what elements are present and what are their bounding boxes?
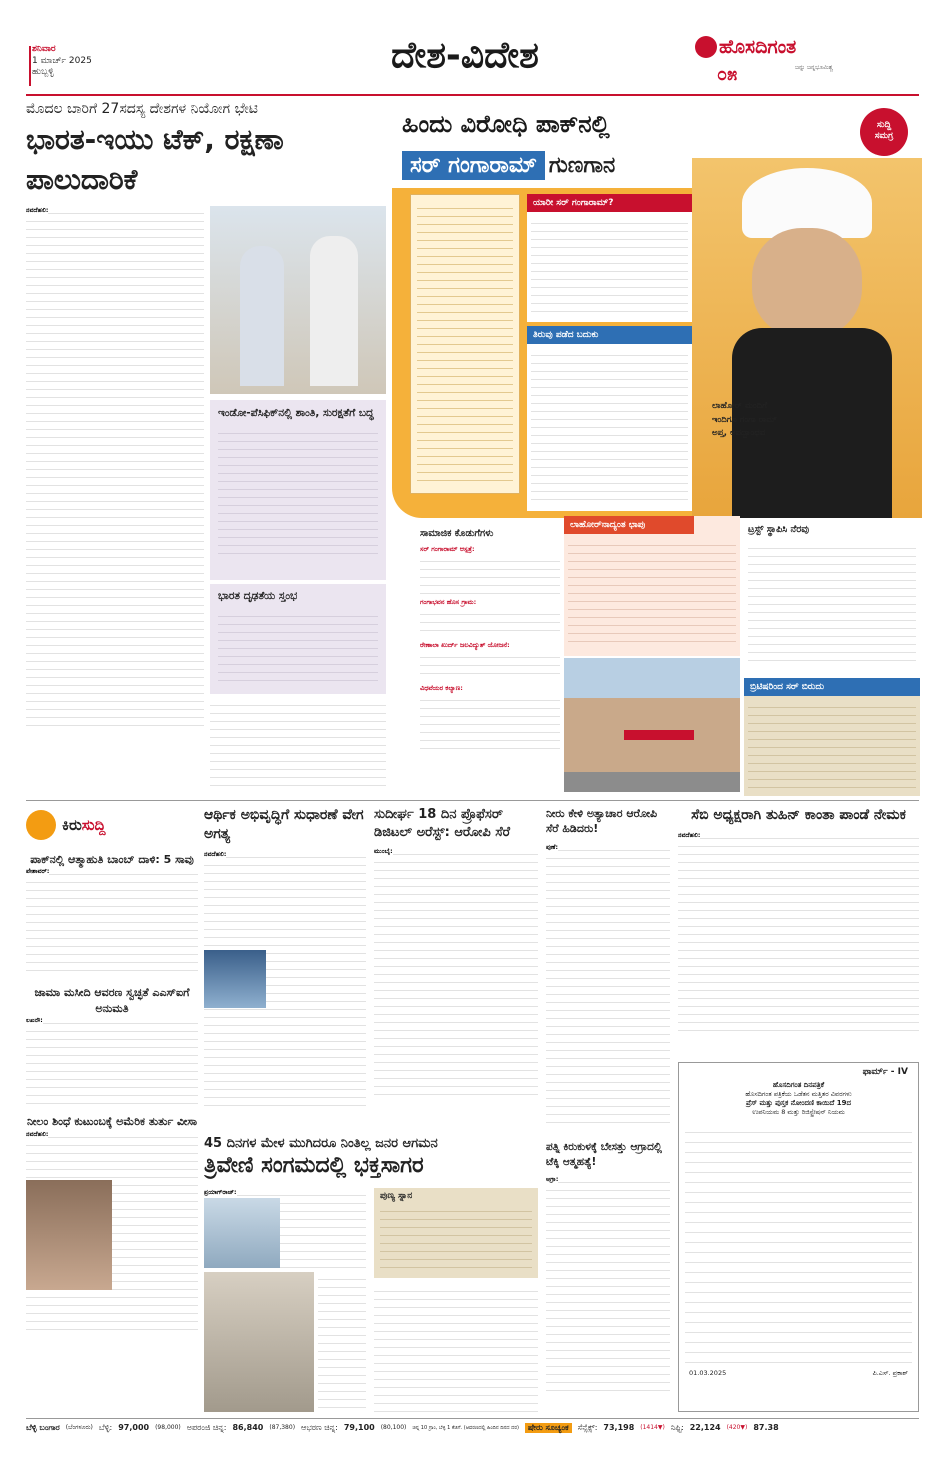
feature [392, 98, 922, 798]
arrest-title: ಸುದೀರ್ಘ 18 ದಿನ ಪ್ರೊಫೆಸರ್ ಡಿಜಿಟಲ್ ಅರೆಸ್ಟ್: ಆರೋಪಿ ಸೆರೆ [374, 807, 511, 840]
rupee-rate: 87.38 [753, 1423, 779, 1432]
box-lahore-title: ಲಾಹೋರ್‌ನಾದ್ಯಂತ ಛಾಪು [564, 516, 694, 534]
suddi-samagra-badge: ಸುದ್ದಿ ಸಮಗ್ರ [860, 108, 908, 156]
kumbh-title-1: 45 ದಿನಗಳ ಮೇಳ ಮುಗಿದರೂ ನಿಂತಿಲ್ಲ ಜನರ ಆಗಮನ [204, 1136, 438, 1151]
box-title-sir [744, 678, 920, 796]
feature-title-1: ಹಿಂದು ವಿರೋಧಿ ಪಾಕ್‌ನಲ್ಲಿ [402, 110, 610, 138]
rape-title: ನೀರು ಕೇಳಿ ಅತ್ಯಾಚಾರ ಆರೋಪಿ ಸೆರೆ ಹಿಡಿದರು! [546, 807, 658, 836]
kiru-label: ಕಿರು [62, 816, 82, 834]
lead-headline: ಭಾರತ-ಇಯು ಟೆಕ್, ರಕ್ಷಣಾ ಪಾಲುದಾರಿಕೆ [26, 123, 284, 196]
kumbh-photo-1 [204, 1198, 280, 1268]
kiru-item: ಜಾಮಾ ಮಸೀದಿ ಆವರಣ ಸ್ವಚ್ಛತೆ ಎಎಸ್‌ಐಗೆ ಅನುಮತಿ ಲಖನೌ: [26, 985, 198, 1106]
masthead-rule [26, 94, 919, 96]
logo-tagline: ಜನ್ನು ಜನ್ನಭೂಮಿಶ್ಚ [795, 64, 833, 71]
suicide-story: ಪತ್ನಿ ಕಿರುಕುಳಕ್ಕೆ ಬೇಸತ್ತು ಆಗ್ರಾದಲ್ಲಿ ಟೆಕ್ಕಿ ಆತ್ಮಹತ್ಯೆ! ಆಗ್ರಾ: [546, 1140, 670, 1414]
section-title: ದೇಶ-ವಿದೇಶ [391, 35, 539, 76]
feature-title-highlight: ಸರ್ ಗಂಗಾರಾಮ್ [402, 151, 545, 180]
day: ಶನಿವಾರ [32, 44, 56, 54]
bullet-1: ಸರ್ ಗಂಗಾರಾಮ್ ಆಸ್ಪತ್ರೆ: [420, 545, 475, 553]
box-social [420, 526, 560, 792]
lead-body-left [26, 206, 204, 726]
page-number: ೦೫ [717, 64, 738, 85]
box-who [527, 194, 692, 322]
box-title-sir-title: ಬ್ರಿಟಿಷರಿಂದ ಸರ್ ಬಿರುದು [744, 678, 920, 696]
portrait-photo [26, 1180, 112, 1290]
arrest-story: ಸುದೀರ್ಘ 18 ದಿನ ಪ್ರೊಫೆಸರ್ ಡಿಜಿಟಲ್ ಅರೆಸ್ಟ್: ಆರೋಪಿ ಸೆರೆ ಮುಂಬೈ: [374, 806, 538, 1128]
box-turn-title: ತಿರುವು ಪಡೆದ ಬದುಕು [527, 326, 692, 344]
kumbh-title-2: ತ್ರಿವೇಣಿ ಸಂಗಮದಲ್ಲಿ ಭಕ್ತಸಾಗರ [204, 1153, 424, 1178]
box-social-title: ಸಾಮಾಜಿಕ ಕೊಡುಗೆಗಳು [420, 528, 494, 539]
economy-photo [204, 950, 266, 1008]
hospital-photo [564, 658, 740, 792]
box-who-title: ಯಾರೀ ಸರ್ ಗಂಗಾರಾಮ್? [527, 194, 692, 212]
indo-pacific-box [210, 400, 386, 580]
box-lahore [564, 516, 740, 656]
logo [695, 34, 895, 90]
lead-story [26, 98, 386, 798]
punya-box: ಪುಣ್ಯ ಸ್ನಾನ [374, 1188, 538, 1278]
box-trust-title: ಟ್ರಸ್ಟ್ ಸ್ಥಾಪಿಸಿ ನೆರವು [748, 524, 809, 535]
date: 1 ಮಾರ್ಚ್ 2025 [32, 55, 92, 66]
bharat-title: ಭಾರತ ದೃಢತೆಯ ಸ್ತಂಭ [218, 590, 298, 602]
lead-body-right [210, 698, 386, 793]
box-trust [744, 522, 920, 672]
date-block [32, 44, 132, 92]
logo-icon [695, 36, 717, 58]
kiru-item: ಪಾಕ್‌ನಲ್ಲಿ ಆತ್ಮಾಹುತಿ ಬಾಂಬ್ ದಾಳಿ: 5 ಸಾವು ಪೇಶಾವರ್: [26, 852, 198, 977]
intro-box [410, 194, 520, 494]
rape-story: ನೀರು ಕೇಳಿ ಅತ್ಯಾಚಾರ ಆರೋಪಿ ಸೆರೆ ಹಿಡಿದರು! ಪುಣೆ: [546, 806, 670, 1136]
bullet-2: ಗಂಗಾಭವನ ಹೊಸ ಗ್ರಾಮ: [420, 598, 477, 606]
suicide-title: ಪತ್ನಿ ಕಿರುಕುಳಕ್ಕೆ ಬೇಸತ್ತು ಆಗ್ರಾದಲ್ಲಿ ಟೆಕ್ಕಿ ಆತ್ಮಹತ್ಯೆ! [546, 1141, 662, 1168]
sebi-story: ಸೆಬಿ ಅಧ್ಯಕ್ಷರಾಗಿ ತುಹಿನ್ ಕಾಂತಾ ಪಾಂಡೆ ನೇಮಕ ನವದೆಹಲಿ: [678, 806, 919, 1056]
kiru-suddi [26, 806, 198, 1414]
logo-text: ಹೊಸದಿಗಂತ [719, 36, 797, 58]
economy-story: ಆರ್ಥಿಕ ಅಭಿವೃದ್ಧಿಗೆ ಸುಧಾರಣೆ ವೇಗ ಅಗತ್ಯ ನವದೆಹಲಿ: [204, 806, 366, 1128]
feature-title-2: ಗುಣಗಾನ [548, 152, 616, 178]
box-turn [527, 326, 692, 511]
hand-icon [26, 810, 56, 840]
kiru-title: ಜಾಮಾ ಮಸೀದಿ ಆವರಣ ಸ್ವಚ್ಛತೆ ಎಎಸ್‌ಐಗೆ ಅನುಮತಿ [34, 986, 190, 1015]
kumbh-story: 45 ದಿನಗಳ ಮೇಳ ಮುಗಿದರೂ ನಿಂತಿಲ್ಲ ಜನರ ಆಗಮನ ತ್ರಿವೇಣಿ ಸಂಗಮದಲ್ಲಿ ಭಕ್ತಸಾಗರ ಪ್ರಯಾಗ್‌ರಾಜ್: ಪುಣ್ಯ ಸ್ನಾನ [204, 1136, 538, 1414]
kiru-header [26, 806, 198, 844]
mid-rule [26, 800, 919, 801]
kiru-title: ನೀಲಂ ಶಿಂಧೆ ಕುಟುಂಬಕ್ಕೆ ಅಮೆರಿಕ ತುರ್ತು ವೀಸಾ [26, 1115, 197, 1129]
bullet-4: ವಿಧವೆಯರ ಕಲ್ಯಾಣ: [420, 684, 463, 692]
form-date: 01.03.2025 [689, 1369, 727, 1377]
kiru-title: ಪಾಕ್‌ನಲ್ಲಿ ಆತ್ಮಾಹುತಿ ಬಾಂಬ್ ದಾಳಿ: 5 ಸಾವು [30, 853, 194, 866]
sebi-title: ಸೆಬಿ ಅಧ್ಯಕ್ಷರಾಗಿ ತುಹಿನ್ ಕಾಂತಾ ಪಾಂಡೆ ನೇಮಕ [691, 807, 906, 823]
kumbh-photo-2 [204, 1272, 314, 1412]
portrait-caption: ಲಾಹೋರ್ ಮಂದಿಗೆ ಇಂದಿಗೂ ಗಂಗಾ ರಾಮ್ ಅಪ್ತ, ಆಪದ್ಬಾಂಧವ [712, 401, 778, 439]
bharat-box [210, 584, 386, 694]
lead-photo [210, 206, 386, 394]
lead-dateline: ನವದೆಹಲಿ: [26, 207, 49, 214]
form-title: ಫಾರ್ಮ್ - IV [862, 1067, 908, 1077]
date-divider [29, 46, 31, 86]
economy-title: ಆರ್ಥಿಕ ಅಭಿವೃದ್ಧಿಗೆ ಸುಧಾರಣೆ ವೇಗ ಅಗತ್ಯ [204, 807, 364, 842]
ticker: ಬೆಳ್ಳಿ ಬಂಗಾರ (ಬೆಂಗಳೂರು) ಬೆಳ್ಳಿ: 97,000 (98,000) ಅಪರಂಜಿ ಚಿನ್ನ: 86,840 (87,380) ಆಭರಣ ಚಿನ್ನ: 79,100 (80,100) ಚಿನ್ನ 10 ಗ್ರಾಂ, ಬೆಳ್ಳಿ 1 ಕೆಜಿಗೆ. (ಆವರಣದಲ್ಲಿ ಹಿಂದಿನ ದಿನದ ದರ) ಷೇರು ಸೂಚ್ಯಂಕ ಸೆನ್ಸೆಕ್ಸ್: 73,198 (1414▼) ನಿಫ್ಟಿ: 22,124 (420▼) 87.38 [26, 1418, 919, 1436]
city: ಹುಬ್ಬಳ್ಳಿ [32, 67, 54, 78]
lead-kicker: ಮೊದಲ ಬಾರಿಗೆ 27ಸದಸ್ಯ ದೇಶಗಳ ನಿಯೋಗ ಭೇಟಿ [26, 101, 258, 117]
indo-title: ಇಂಡೋ-ಪೆಸಿಫಿಕ್‌ನಲ್ಲಿ ಶಾಂತಿ, ಸುರಕ್ಷತೆಗೆ ಬದ್ಧ [218, 407, 374, 419]
kiru-item: ನೀಲಂ ಶಿಂಧೆ ಕುಟುಂಬಕ್ಕೆ ಅಮೆರಿಕ ತುರ್ತು ವೀಸಾ ನವದೆಹಲಿ: [26, 1114, 198, 1329]
kiru-label-2: ಸುದ್ದಿ [81, 816, 106, 834]
form-iv: ಫಾರ್ಮ್ - IV ಹೊಸದಿಗಂತ ದಿನಪತ್ರಿಕೆ ಹೊಸದಿಗಂತ ಪತ್ರಿಕೆಯ ಒಡೆತನ ಮತ್ತಿತರ ವಿವರಗಳು ಪ್ರೆಸ್ ಮತ್ತು ಪುಸ್ತಕ ನೋಂದಣಿ ಕಾಯಿದೆ 19ದ ಉಪನಿಯಮ 8 ಮತ್ತು ರಿಜಿಸ್ಟ್ರೇಷನ್ ನಿಯಮ 01.03.2025 ಪಿ.ಎಸ್. ಪ್ರಕಾಶ್ [678, 1062, 919, 1412]
bullet-3: ರೇಣಾಲಾ ಖುರ್ದ್ ಜಲವಿದ್ಯುತ್ ಯೋಜನೆ: [420, 641, 510, 649]
form-sign: ಪಿ.ಎಸ್. ಪ್ರಕಾಶ್ [872, 1369, 908, 1377]
portrait [692, 158, 922, 518]
masthead [0, 0, 945, 96]
